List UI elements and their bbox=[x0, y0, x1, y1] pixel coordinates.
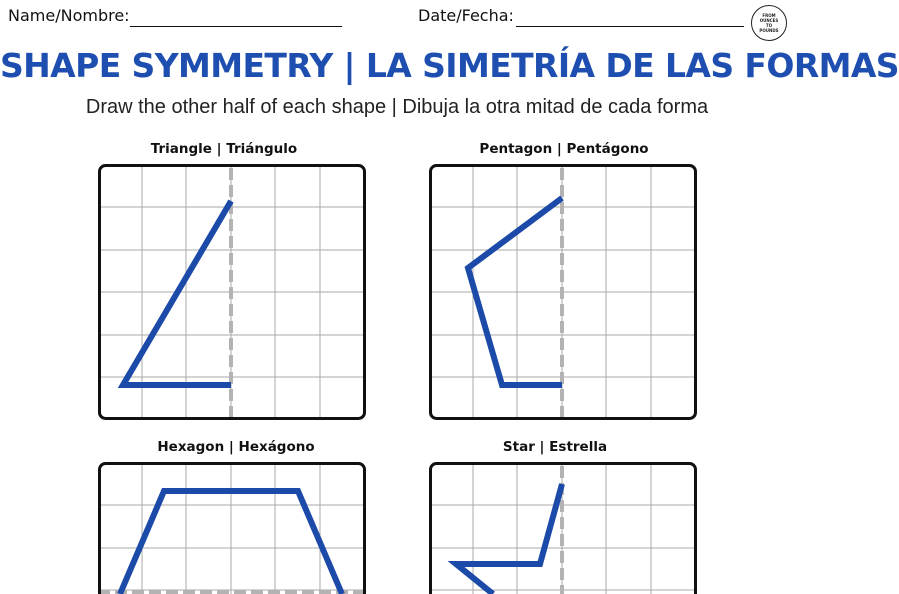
page-title: SHAPE SYMMETRY | LA SIMETRÍA DE LAS FORMAS bbox=[0, 46, 899, 85]
grid-lines bbox=[98, 462, 366, 594]
star-half-icon bbox=[456, 484, 562, 594]
triangle-half-icon bbox=[123, 201, 231, 385]
logo-text: FROM OUNCES TO POUNDS bbox=[759, 13, 779, 33]
hexagon-label: Hexagon | Hexágono bbox=[157, 439, 315, 455]
brand-logo bbox=[751, 5, 787, 41]
page-subtitle: Draw the other half of each shape | Dibuja la otra mitad de cada forma bbox=[85, 96, 709, 118]
date-label: Date/Fecha: bbox=[418, 6, 514, 25]
name-line[interactable] bbox=[130, 26, 342, 27]
grid-frame bbox=[100, 464, 365, 594]
pentagon-grid[interactable] bbox=[429, 164, 697, 420]
date-line[interactable] bbox=[516, 26, 744, 27]
name-label: Name/Nombre: bbox=[8, 6, 130, 25]
pentagon-label: Pentagon | Pentágono bbox=[479, 141, 649, 157]
hexagon-grid[interactable] bbox=[98, 462, 366, 594]
triangle-grid[interactable] bbox=[98, 164, 366, 420]
triangle-label: Triangle | Triángulo bbox=[150, 141, 298, 157]
star-grid[interactable] bbox=[429, 462, 697, 594]
star-label: Star | Estrella bbox=[502, 439, 608, 455]
